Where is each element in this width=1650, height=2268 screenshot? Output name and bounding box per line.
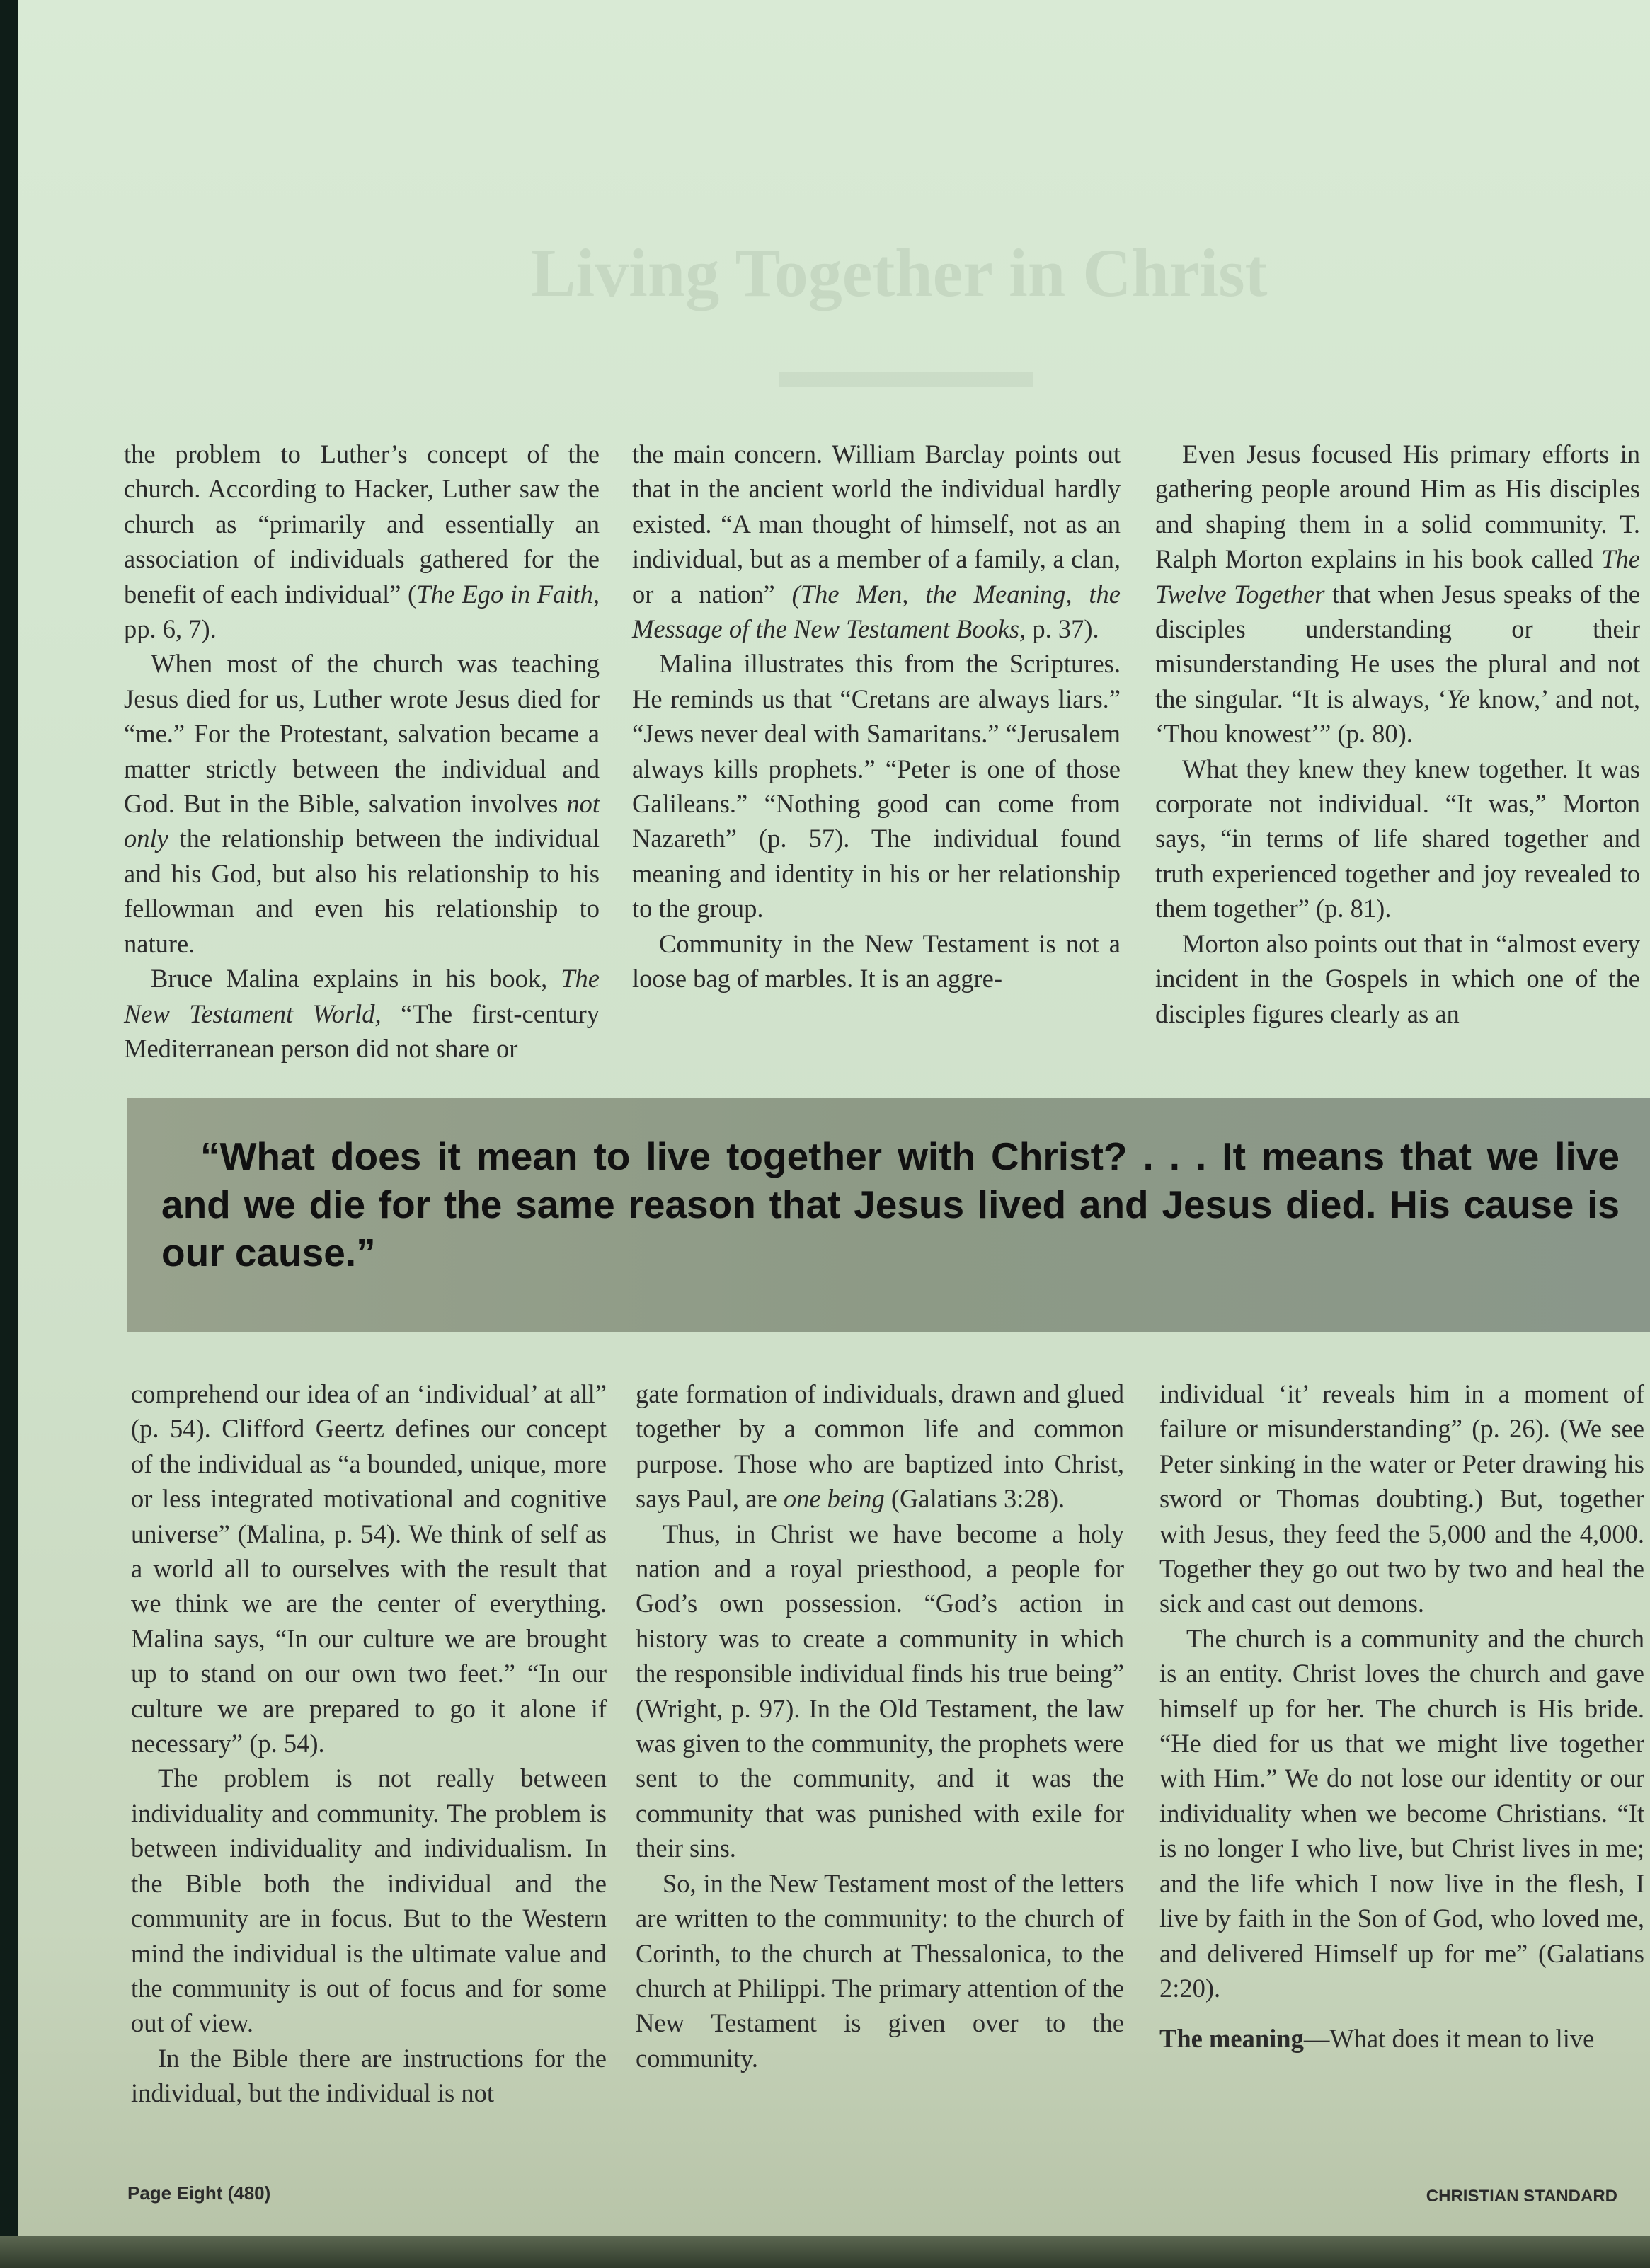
page-folio: Page Eight (480) — [127, 2182, 271, 2204]
book-title: (The Men, the Meaning, the Message of the New Testament Books, — [632, 579, 1121, 644]
book-title: The Ego in Faith, — [416, 579, 600, 609]
bottom-page-edge — [0, 2236, 1650, 2268]
top-column-2 — [632, 437, 1121, 996]
text-run: the main concern. William Barclay points out that in the ancient world the individual hardly existed. “A man thought of himself, not as an individual, but as a member of a family, a clan, or a nation” — [632, 439, 1121, 609]
text-run: “The first-century Mediterranean person did not share or — [124, 998, 600, 1063]
pull-quote: “What does it mean to live together with Christ? . . . It means that we live and we die for the same reason that Jesus lived and Jesus died. His cause is our cause.” — [161, 1134, 1620, 1274]
paragraph: individual ‘it’ reveals him in a moment of failure or misunderstanding” (p. 26). (We see Peter sinking in the water or Peter drawing his sword or Thomas doubting.) But, together with Jesus, they feed the 5,000 and the 4,000. Together they go out two by two and heal the sick and cast out demons. — [1159, 1379, 1644, 1618]
text-run: p. 37). — [1026, 614, 1099, 644]
faded-article-title: Living Together in Christ — [530, 235, 1268, 311]
bottom-column-3 — [1159, 1376, 1644, 2056]
paragraph: The problem is not really between individuality and community. The problem is between individuality and individualism. In the Bible both the individual and the community are in focus. But to the Western mind the individual is the ultimate value and the community is out of focus and for some out of view. — [131, 1763, 607, 2038]
paragraph: comprehend our idea of an ‘individual’ at all” (p. 54). Clifford Geertz defines our concept of the individual as “a bounded, unique, more or less integrated motivational and cognitive universe” (Malina, p. 54). We think of self as a world all to ourselves with the result that we think we are the center of everything. Malina says, “In our culture we are brought up to stand on our own two feet.” “In our culture we are prepared to go it alone if necessary” (p. 54). — [131, 1379, 607, 1758]
text-run: Even Jesus focused His primary efforts in gathering people around Him as His disciples and shaping them in a solid community. T. Ralph Morton explains in his book called — [1155, 439, 1640, 574]
paragraph: What they knew they knew together. It was corporate not individual. “It was,” Morton says, “in terms of life shared together and truth experienced together and joy revealed to them together” (p. 81). — [1155, 754, 1640, 923]
text-run: pp. 6, 7). — [124, 614, 217, 644]
text-run: (Galatians 3:28). — [884, 1484, 1065, 1514]
paragraph — [1155, 437, 1640, 752]
section-subhead: The meaning — [1159, 2024, 1304, 2054]
paragraph — [636, 1376, 1124, 1516]
text-run: know,’ and not, ‘Thou knowest’” (p. 80). — [1155, 684, 1640, 749]
left-page-edge — [0, 0, 18, 2268]
paragraph: Morton also points out that in “almost every incident in the Gospels in which one of the disciples figures clearly as an — [1155, 928, 1640, 1028]
paragraph: The church is a community and the church is an entity. Christ loves the church and gave himself up for her. The church is His bride. “He died for us that we might live together with Him.” We do not lose our identity or our individuality when we become Christians. “It is no longer I who live, but Christ lives in me; and the life which I now live in the flesh, I live by faith in the Son of God, who loved me, and delivered Himself up for me” (Galatians 2:20). — [1159, 1623, 1644, 2003]
text-run: When most of the church was teaching Jesus died for us, Luther wrote Jesus died for “me.” For the Protestant, salvation became a matter strictly between the individual and God. But in the Bible, salvation involves — [124, 649, 600, 819]
paragraph — [124, 961, 600, 1066]
book-title: The Twelve Together — [1155, 544, 1640, 609]
text-run: gate formation of individuals, drawn and glued together by a common life and common purpose. Those who are baptized into Christ, says Paul, are — [636, 1379, 1124, 1514]
paragraph — [1159, 2021, 1644, 2056]
faded-byline — [779, 372, 1033, 387]
paragraph — [124, 437, 600, 646]
text-run: that when Jesus speaks of the disciples understanding or their misunderstanding He uses the plural and not the singular. “It is always, ‘ — [1155, 579, 1640, 713]
text-run: —What does it mean to live — [1303, 2024, 1595, 2054]
paragraph: In the Bible there are instructions for the individual, but the individual is not — [131, 2043, 607, 2108]
book-title: The New Testament World, — [124, 964, 600, 1028]
paragraph — [124, 646, 600, 961]
paragraph — [632, 437, 1121, 646]
text-run: the problem to Luther’s concept of the church. According to Hacker, Luther saw the church as “primarily and essentially an association of individuals gathered for the benefit of each individual” ( — [124, 439, 600, 609]
emphasis: one being — [783, 1484, 885, 1514]
running-head: CHRISTIAN STANDARD — [1426, 2187, 1617, 2206]
emphasis: not only — [124, 789, 600, 853]
paragraph: Malina illustrates this from the Scriptures. He reminds us that “Cretans are always liars.” “Jews never deal with Samaritans.” “Jerusalem always kills prophets.” “Peter is one of those Galileans.” “Nothing good can come from Nazareth” (p. 57). The individual found meaning and identity in his or her relationship to the group. — [632, 649, 1121, 923]
paragraph: Community in the New Testament is not a loose bag of marbles. It is an aggre- — [632, 928, 1121, 994]
bottom-column-2 — [636, 1376, 1124, 2076]
emphasis: Ye — [1446, 684, 1470, 713]
paragraph: Thus, in Christ we have become a holy nation and a royal priesthood, a people for God’s own possession. “God’s action in history was to create a community in which the responsible individual finds his true being” (Wright, p. 97). In the Old Testament, the law was given to the community, the prophets were sent to the community, and it was the community that was punished with exile for their sins. — [636, 1519, 1124, 1863]
text-run: the relationship between the individual and his God, but also his relationship to his fellowman and even his relationship to nature. — [124, 824, 600, 958]
text-run: Bruce Malina explains in his book, — [151, 964, 561, 994]
top-column-1 — [124, 437, 600, 1066]
paragraph: So, in the New Testament most of the letters are written to the community: to the church of Corinth, to the church at Thessalonica, to the church at Philippi. The primary attention of the New Testament is given over to the community. — [636, 1868, 1124, 2073]
bottom-column-1 — [131, 1376, 607, 2111]
top-column-3 — [1155, 437, 1640, 1031]
